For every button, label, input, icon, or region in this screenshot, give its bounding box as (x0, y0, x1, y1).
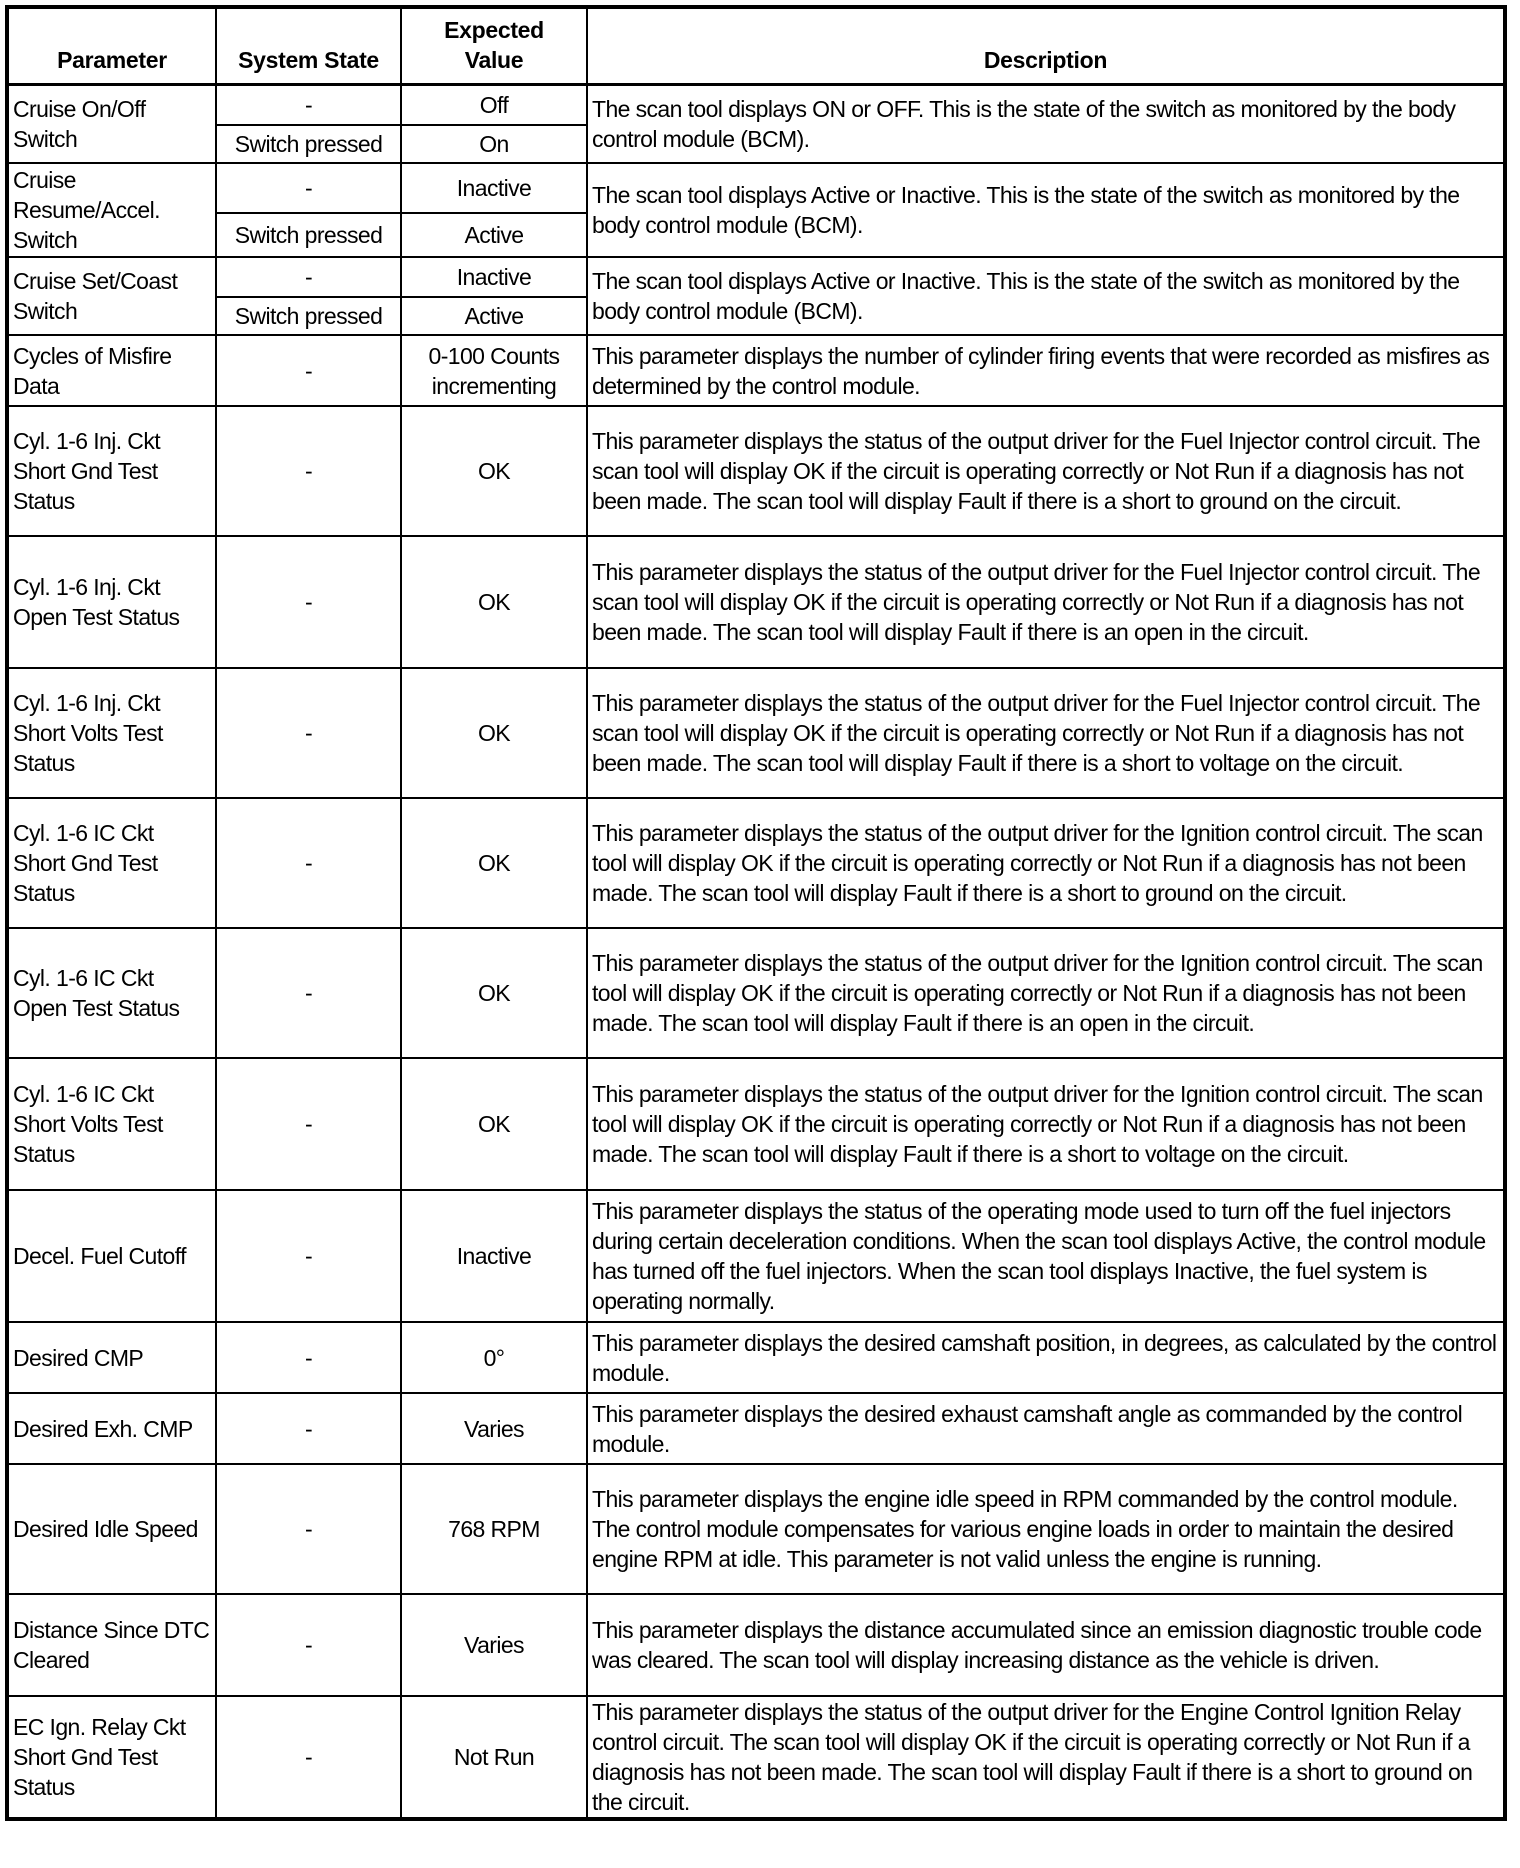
parameter-cell: Desired Idle Speed (7, 1464, 216, 1594)
table-row (7, 668, 1505, 798)
parameter-cell: Cyl. 1-6 Inj. Ckt Short Volts Test Status (7, 668, 216, 798)
expected-value-cell: Varies (401, 1393, 587, 1464)
parameter-cell: Cruise Set/Coast Switch (7, 257, 216, 335)
expected-value-cell: On (401, 125, 587, 163)
parameter-cell: Cyl. 1-6 IC Ckt Short Volts Test Status (7, 1058, 216, 1190)
table-row (7, 1190, 1505, 1322)
description-cell: The scan tool displays Active or Inactive. This is the state of the switch as monitored by the body control module (BCM). (587, 163, 1505, 257)
expected-value-cell: Varies (401, 1594, 587, 1696)
system-state-cell: - (216, 1190, 401, 1322)
parameter-cell: EC Ign. Relay Ckt Short Gnd Test Status (7, 1696, 216, 1819)
system-state-cell: - (216, 1322, 401, 1393)
expected-value-cell: Inactive (401, 163, 587, 213)
parameter-cell: Desired CMP (7, 1322, 216, 1393)
parameter-cell: Distance Since DTC Cleared (7, 1594, 216, 1696)
expected-value-cell: Active (401, 213, 587, 257)
parameter-cell: Desired Exh. CMP (7, 1393, 216, 1464)
system-state-cell: - (216, 257, 401, 297)
table-row (7, 1464, 1505, 1594)
expected-value-cell: OK (401, 406, 587, 536)
system-state-cell: - (216, 1464, 401, 1594)
description-cell: This parameter displays the status of the output driver for the Ignition control circuit. The scan tool will display OK if the circuit is operating correctly or Not Run if a diagnosis has not been made. The scan tool will display Fault if there is an open in the circuit. (587, 928, 1505, 1058)
table-header-row (7, 7, 1505, 85)
header-parameter: Parameter (7, 7, 216, 85)
system-state-cell: - (216, 536, 401, 668)
table-row (7, 85, 1505, 126)
system-state-cell: - (216, 798, 401, 928)
parameter-cell: Cruise On/Off Switch (7, 85, 216, 164)
expected-value-cell: Off (401, 85, 587, 126)
parameter-cell: Cruise Resume/Accel. Switch (7, 163, 216, 257)
scan-tool-parameter-table (5, 5, 1507, 1821)
expected-value-cell: 0-100 Counts incrementing (401, 335, 587, 406)
parameter-cell: Cycles of Misfire Data (7, 335, 216, 406)
description-cell: This parameter displays the distance accumulated since an emission diagnostic trouble code was cleared. The scan tool will display increasing distance as the vehicle is driven. (587, 1594, 1505, 1696)
table-row (7, 335, 1505, 406)
system-state-cell: - (216, 163, 401, 213)
expected-value-cell: Inactive (401, 257, 587, 297)
expected-value-cell: Not Run (401, 1696, 587, 1819)
description-cell: This parameter displays the desired camshaft position, in degrees, as calculated by the control module. (587, 1322, 1505, 1393)
system-state-cell: - (216, 406, 401, 536)
expected-value-cell: OK (401, 668, 587, 798)
expected-value-cell: Inactive (401, 1190, 587, 1322)
system-state-cell: - (216, 928, 401, 1058)
description-cell: This parameter displays the status of the operating mode used to turn off the fuel injectors during certain deceleration conditions. When the scan tool displays Active, the control module has turned off the fuel injectors. When the scan tool displays Inactive, the fuel system is operating normally. (587, 1190, 1505, 1322)
description-cell: This parameter displays the status of the output driver for the Fuel Injector control circuit. The scan tool will display OK if the circuit is operating correctly or Not Run if a diagnosis has not been made. The scan tool will display Fault if there is an open in the circuit. (587, 536, 1505, 668)
table-row (7, 257, 1505, 297)
system-state-cell: - (216, 335, 401, 406)
table-row (7, 406, 1505, 536)
expected-value-cell: 0° (401, 1322, 587, 1393)
expected-value-cell: Active (401, 297, 587, 335)
header-system-state: System State (216, 7, 401, 85)
table-row (7, 1594, 1505, 1696)
system-state-cell: - (216, 1058, 401, 1190)
parameter-cell: Decel. Fuel Cutoff (7, 1190, 216, 1322)
description-cell: The scan tool displays ON or OFF. This is the state of the switch as monitored by the body control module (BCM). (587, 85, 1505, 164)
header-expected-value: Expected Value (401, 7, 587, 85)
table-row (7, 536, 1505, 668)
parameter-cell: Cyl. 1-6 IC Ckt Short Gnd Test Status (7, 798, 216, 928)
system-state-cell: Switch pressed (216, 213, 401, 257)
expected-value-cell: OK (401, 928, 587, 1058)
table-row (7, 1322, 1505, 1393)
system-state-cell: Switch pressed (216, 125, 401, 163)
table-row (7, 928, 1505, 1058)
table-row (7, 798, 1505, 928)
table-row (7, 1393, 1505, 1464)
parameter-cell: Cyl. 1-6 Inj. Ckt Short Gnd Test Status (7, 406, 216, 536)
system-state-cell: - (216, 668, 401, 798)
description-cell: The scan tool displays Active or Inactive. This is the state of the switch as monitored by the body control module (BCM). (587, 257, 1505, 335)
table-row (7, 163, 1505, 213)
parameter-cell: Cyl. 1-6 Inj. Ckt Open Test Status (7, 536, 216, 668)
system-state-cell: - (216, 1696, 401, 1819)
description-cell: This parameter displays the status of the output driver for the Ignition control circuit. The scan tool will display OK if the circuit is operating correctly or Not Run if a diagnosis has not been made. The scan tool will display Fault if there is a short to voltage on the circuit. (587, 1058, 1505, 1190)
description-cell: This parameter displays the desired exhaust camshaft angle as commanded by the control module. (587, 1393, 1505, 1464)
system-state-cell: - (216, 85, 401, 126)
parameter-cell: Cyl. 1-6 IC Ckt Open Test Status (7, 928, 216, 1058)
expected-value-cell: 768 RPM (401, 1464, 587, 1594)
description-cell: This parameter displays the status of the output driver for the Fuel Injector control circuit. The scan tool will display OK if the circuit is operating correctly or Not Run if a diagnosis has not been made. The scan tool will display Fault if there is a short to voltage on the circuit. (587, 668, 1505, 798)
description-cell: This parameter displays the status of the output driver for the Engine Control Ignition Relay control circuit. The scan tool will display OK if the circuit is operating correctly or Not Run if a diagnosis has not been made. The scan tool will display Fault if there is a short to ground on the circuit. (587, 1696, 1505, 1819)
expected-value-cell: OK (401, 1058, 587, 1190)
expected-value-cell: OK (401, 798, 587, 928)
system-state-cell: - (216, 1594, 401, 1696)
table-row (7, 1058, 1505, 1190)
header-description: Description (587, 7, 1505, 85)
description-cell: This parameter displays the engine idle speed in RPM commanded by the control module. The control module compensates for various engine loads in order to maintain the desired engine RPM at idle. This parameter is not valid unless the engine is running. (587, 1464, 1505, 1594)
system-state-cell: - (216, 1393, 401, 1464)
expected-value-cell: OK (401, 536, 587, 668)
description-cell: This parameter displays the status of the output driver for the Ignition control circuit. The scan tool will display OK if the circuit is operating correctly or Not Run if a diagnosis has not been made. The scan tool will display Fault if there is a short to ground on the circuit. (587, 798, 1505, 928)
table-row (7, 1696, 1505, 1819)
description-cell: This parameter displays the status of the output driver for the Fuel Injector control circuit. The scan tool will display OK if the circuit is operating correctly or Not Run if a diagnosis has not been made. The scan tool will display Fault if there is a short to ground on the circuit. (587, 406, 1505, 536)
system-state-cell: Switch pressed (216, 297, 401, 335)
description-cell: This parameter displays the number of cylinder firing events that were recorded as misfires as determined by the control module. (587, 335, 1505, 406)
